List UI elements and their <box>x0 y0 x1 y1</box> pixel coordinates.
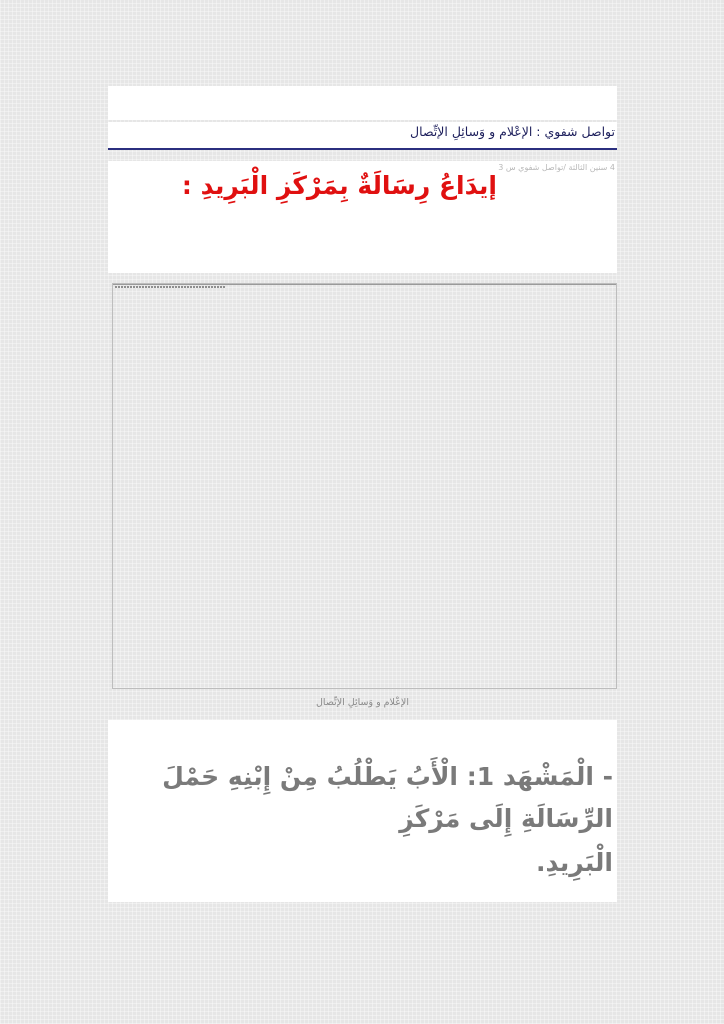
main-title: إيدَاعُ رِسَالَةٌ بِمَرْكَزِ الْبَرِيدِ : <box>181 171 497 200</box>
image-frame <box>112 283 617 689</box>
header-band <box>108 122 617 150</box>
top-blank-panel <box>108 86 617 120</box>
footer-caption: الإعْلام و وَسائِلِ الإتِّصال <box>316 697 409 708</box>
title-panel <box>108 161 617 273</box>
page-note: 4 سنين الثالثة /تواصل شفوي س 3 <box>498 163 615 172</box>
frame-tiny-text-marks <box>115 286 225 288</box>
header-title: تواصل شفوي : الإعْلام و وَسائِلِ الإتِّصال <box>410 124 615 139</box>
scene-panel <box>108 720 617 902</box>
frame-top-line <box>113 284 616 285</box>
scene-line-1: - الْمَشْهَد 1: الْأَبُ يَطْلُبُ مِنْ إِبْنِهِ حَمْلَ الرِّسَالَةِ إِلَى مَرْكَزِ <box>162 762 613 833</box>
scene-line-2: الْبَرِيدِ. <box>535 848 613 877</box>
